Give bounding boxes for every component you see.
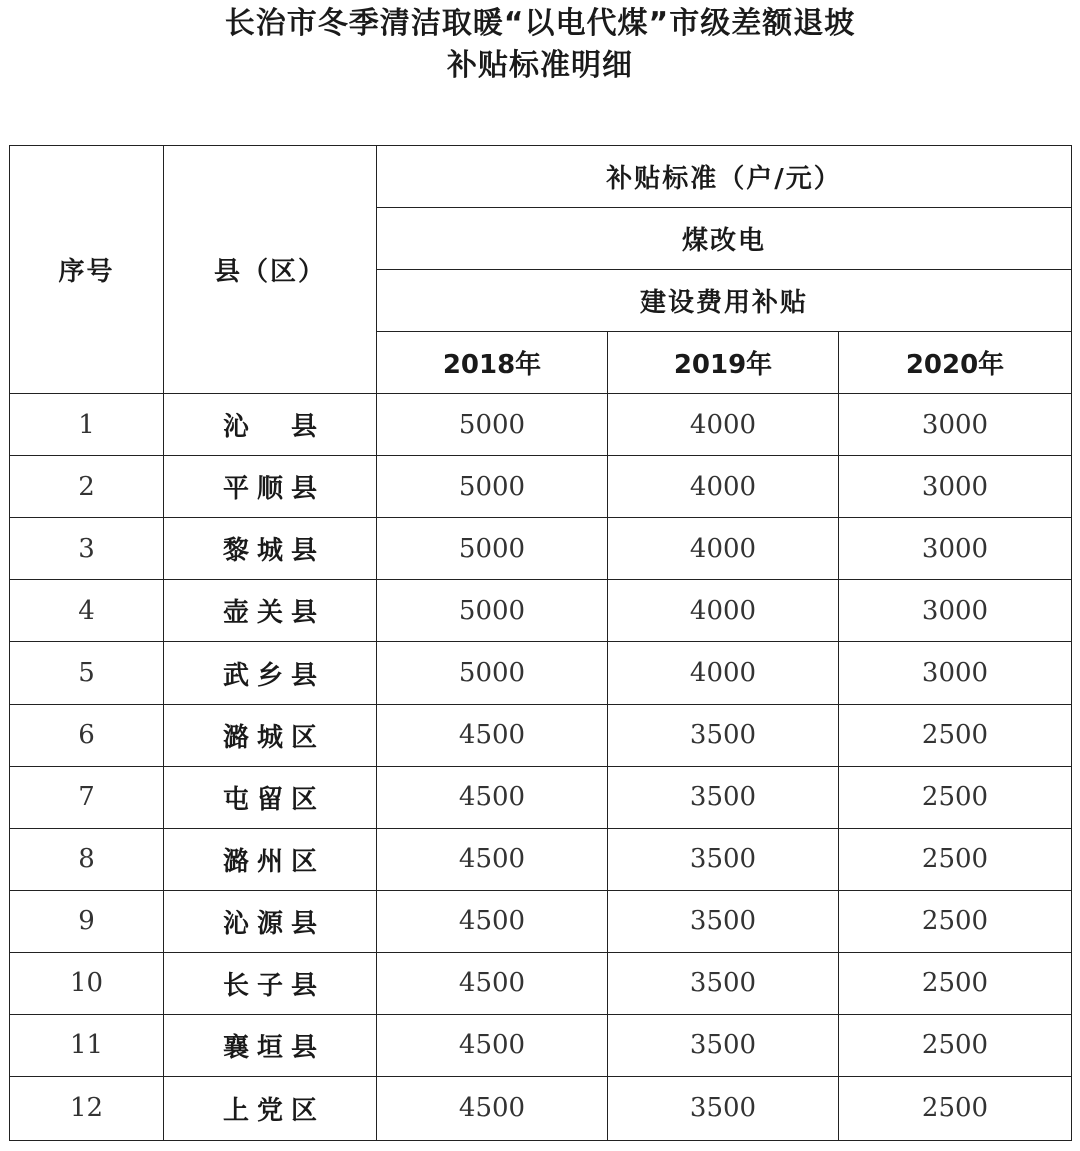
row-seq: 10: [10, 952, 164, 1014]
table-row: [10, 642, 1072, 704]
row-2018: 4500: [377, 828, 608, 890]
row-county: 潞城区: [164, 704, 377, 766]
row-county: 襄垣县: [164, 1014, 377, 1076]
header-subsidy-type: 建设费用补贴: [377, 270, 1072, 332]
row-2018: 4500: [377, 1014, 608, 1076]
row-county: 沁源县: [164, 890, 377, 952]
row-seq: 5: [10, 642, 164, 704]
table-row: [10, 1076, 1072, 1140]
table-body: [10, 394, 1072, 1141]
header-standard: 补贴标准（户/元）: [377, 146, 1072, 208]
title-line-2: 补贴标准明细: [447, 48, 633, 83]
row-county: 长子县: [164, 952, 377, 1014]
row-2018: 5000: [377, 394, 608, 456]
row-2018: 4500: [377, 952, 608, 1014]
row-2020: 2500: [839, 1014, 1072, 1076]
row-county: 武乡县: [164, 642, 377, 704]
header-category: 煤改电: [377, 208, 1072, 270]
row-county: 上党区: [164, 1076, 377, 1140]
row-2019: 3500: [608, 766, 839, 828]
row-seq: 6: [10, 704, 164, 766]
row-county: 屯留区: [164, 766, 377, 828]
row-county: 沁 县: [164, 394, 377, 456]
row-seq: 8: [10, 828, 164, 890]
row-2018: 4500: [377, 766, 608, 828]
row-2018: 4500: [377, 890, 608, 952]
row-2019: 3500: [608, 704, 839, 766]
table-row: [10, 766, 1072, 828]
row-2019: 4000: [608, 394, 839, 456]
row-2018: 5000: [377, 642, 608, 704]
row-2020: 3000: [839, 580, 1072, 642]
table-row: [10, 828, 1072, 890]
row-seq: 11: [10, 1014, 164, 1076]
row-county: 潞州区: [164, 828, 377, 890]
header-seq: 序号: [10, 146, 164, 394]
subsidy-table: [9, 145, 1072, 1141]
row-2019: 3500: [608, 1076, 839, 1140]
row-seq: 3: [10, 518, 164, 580]
row-2019: 4000: [608, 456, 839, 518]
row-2018: 4500: [377, 1076, 608, 1140]
row-2020: 2500: [839, 704, 1072, 766]
table-row: [10, 394, 1072, 456]
row-2019: 4000: [608, 580, 839, 642]
row-2020: 3000: [839, 642, 1072, 704]
table-header: [10, 146, 1072, 394]
row-2020: 3000: [839, 394, 1072, 456]
row-2020: 2500: [839, 766, 1072, 828]
row-seq: 1: [10, 394, 164, 456]
row-2019: 4000: [608, 518, 839, 580]
table-row: [10, 518, 1072, 580]
header-year-2018: 2018年: [377, 332, 608, 394]
row-seq: 2: [10, 456, 164, 518]
row-2019: 4000: [608, 642, 839, 704]
table-row: [10, 1014, 1072, 1076]
header-county: 县（区）: [164, 146, 377, 394]
row-county: 平顺县: [164, 456, 377, 518]
row-2019: 3500: [608, 952, 839, 1014]
row-2020: 2500: [839, 828, 1072, 890]
table-row: [10, 952, 1072, 1014]
table-row: [10, 456, 1072, 518]
row-seq: 4: [10, 580, 164, 642]
table-row: [10, 580, 1072, 642]
row-2020: 3000: [839, 456, 1072, 518]
row-2019: 3500: [608, 828, 839, 890]
row-2018: 5000: [377, 580, 608, 642]
header-year-2019: 2019年: [608, 332, 839, 394]
table-row: [10, 890, 1072, 952]
row-seq: 7: [10, 766, 164, 828]
row-2020: 2500: [839, 1076, 1072, 1140]
row-2018: 4500: [377, 704, 608, 766]
header-year-2020: 2020年: [839, 332, 1072, 394]
row-county: 黎城县: [164, 518, 377, 580]
row-2018: 5000: [377, 456, 608, 518]
row-2018: 5000: [377, 518, 608, 580]
row-seq: 9: [10, 890, 164, 952]
row-seq: 12: [10, 1076, 164, 1140]
row-2019: 3500: [608, 1014, 839, 1076]
row-2020: 2500: [839, 890, 1072, 952]
title-line-1: 长治市冬季清洁取暖“以电代煤”市级差额退坡: [224, 6, 856, 41]
table-row: [10, 704, 1072, 766]
row-2020: 3000: [839, 518, 1072, 580]
row-2019: 3500: [608, 890, 839, 952]
row-county: 壶关县: [164, 580, 377, 642]
row-2020: 2500: [839, 952, 1072, 1014]
